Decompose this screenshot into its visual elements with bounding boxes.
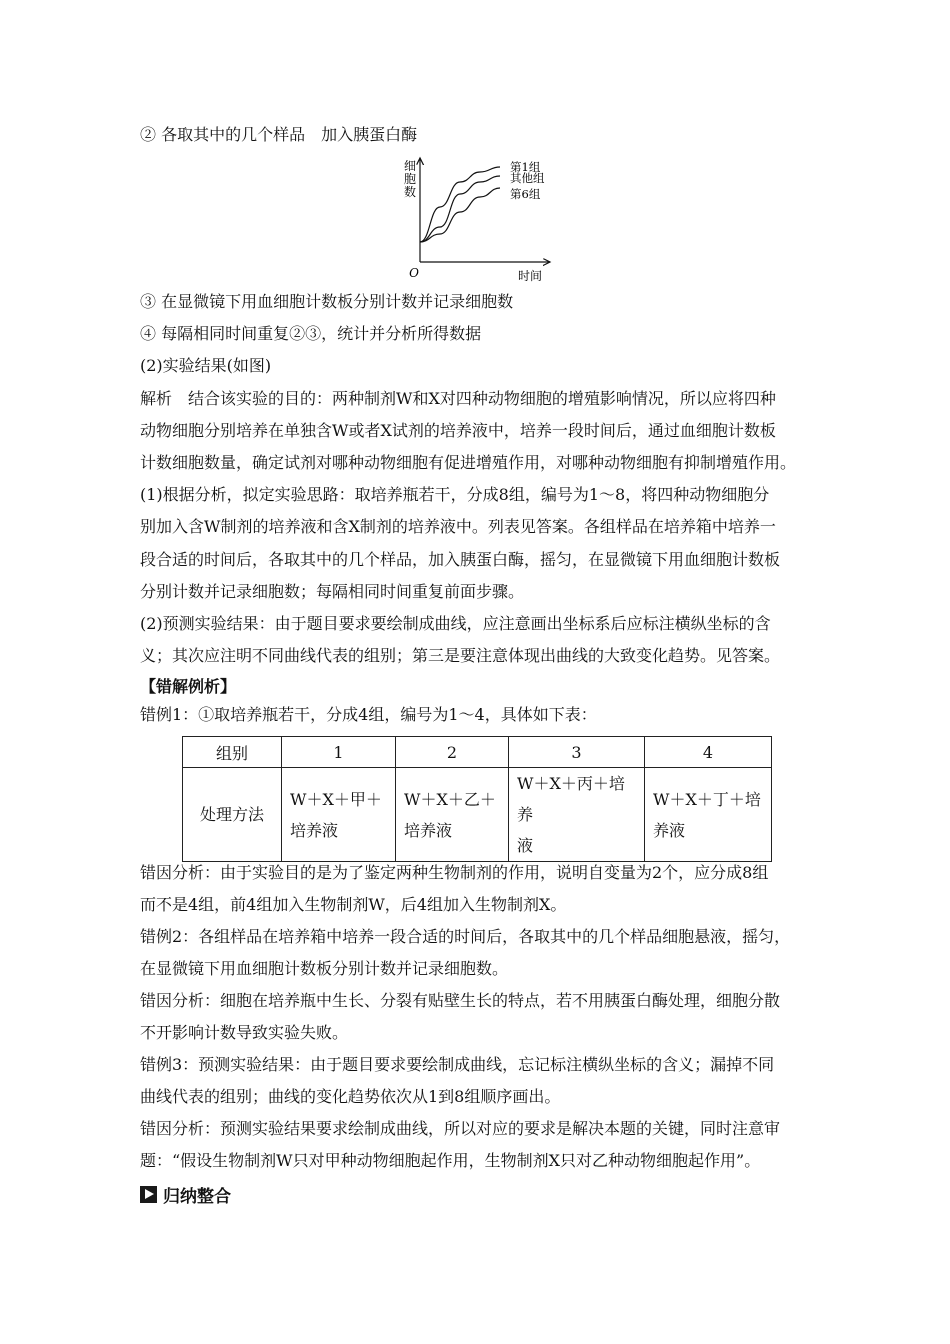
text-line: 而不是4组，前4组加入生物制剂W，后4组加入生物制剂X。: [140, 895, 567, 914]
series-line: [420, 188, 500, 242]
text-line: 在显微镜下用血细胞计数板分别计数并记录细胞数。: [140, 959, 509, 978]
series-line: [420, 176, 500, 242]
text-line: 别加入含W制剂的培养液和含X制剂的培养液中。列表见答案。各组样品在培养箱中培养一: [140, 517, 776, 537]
text-line: (1)根据分析，拟定实验思路：取培养瓶若干，分成8组，编号为1～8，将四种动物细胞分: [140, 485, 770, 505]
table-header-cell: 3: [509, 737, 645, 768]
text-line: 曲线代表的组别；曲线的变化趋势依次从1到8组顺序画出。: [140, 1087, 561, 1106]
table-header-cell: 4: [645, 737, 772, 768]
text-line: 错例2：各组样品在培养箱中培养一段合适的时间后，各取其中的几个样品细胞悬液，摇匀，: [140, 927, 791, 946]
text-line: (2)预测实验结果：由于题目要求要绘制成曲线，应注意画出坐标系后应标注横纵坐标的含: [140, 614, 771, 633]
table-cell: W＋X＋乙＋ 培养液: [396, 768, 509, 862]
x-axis-label: 时间: [517, 269, 543, 283]
text-line: 不开影响计数导致实验失败。: [140, 1023, 349, 1042]
table-cell: W＋X＋丙＋培养 液: [509, 768, 645, 862]
table-header-cell: 2: [396, 737, 509, 768]
section-heading: [140, 1182, 231, 1207]
text-line: 错因分析：由于实验目的是为了鉴定两种生物制剂的作用，说明自变量为2个，应分成8组: [140, 863, 769, 882]
series-label: 第1组: [510, 160, 541, 174]
text-line: (2)实验结果(如图): [140, 356, 272, 376]
table-cell: W＋X＋丁＋培 养液: [645, 768, 772, 862]
origin-label: O: [409, 266, 419, 280]
series-label: 第6组: [510, 187, 541, 201]
text-line: 解析 结合该实验的目的：两种制剂W和X对四种动物细胞的增殖影响情况，所以应将四种: [140, 388, 776, 408]
cell-count-chart: [380, 150, 570, 285]
section-title: 归纳整合: [163, 1187, 231, 1207]
error1-intro: 错例1：①取培养瓶若干，分成4组，编号为1～4，具体如下表：: [140, 705, 597, 724]
y-axis-label: 细胞数: [403, 159, 417, 199]
text-line: 分别计数并记录细胞数；每隔相同时间重复前面步骤。: [140, 581, 525, 601]
text-line: 错因分析：预测实验结果要求绘制成曲线，所以对应的要求是解决本题的关键，同时注意审: [140, 1119, 781, 1138]
heading-error-analysis: 【错解例析】: [140, 677, 237, 696]
series-label: 其他组: [510, 171, 545, 185]
table-row-label: 处理方法: [183, 768, 282, 862]
text-line: 义；其次应注明不同曲线代表的组别；第三是要注意体现出曲线的大致变化趋势。见答案。: [140, 646, 781, 666]
text-line: ④ 每隔相同时间重复②③，统计并分析所得数据: [140, 324, 482, 344]
table-header-cell: 1: [282, 737, 396, 768]
text-line: 段合适的时间后，各取其中的几个样品，加入胰蛋白酶，摇匀，在显微镜下用血细胞计数板: [140, 549, 781, 569]
text-line: 错例3：预测实验结果：由于题目要求要绘制成曲线，忘记标注横纵坐标的含义；漏掉不同: [140, 1055, 775, 1074]
play-icon: [140, 1186, 157, 1203]
table-header-row: [183, 737, 772, 768]
text-line: ③ 在显微镜下用血细胞计数板分别计数并记录细胞数: [140, 292, 514, 311]
text-line: 计数细胞数量，确定试剂对哪种动物细胞有促进增殖作用，对哪种动物细胞有抑制增殖作用。: [140, 453, 797, 472]
text-line: 题：“假设生物制剂W只对甲种动物细胞起作用，生物制剂X只对乙种动物细胞起作用”。: [140, 1151, 761, 1170]
text-line: 动物细胞分别培养在单独含W或者X试剂的培养液中，培养一段时间后，通过血细胞计数板: [140, 420, 776, 440]
text-line: ② 各取其中的几个样品 加入胰蛋白酶: [140, 125, 418, 144]
table-row: [183, 768, 772, 862]
table-header-cell: 组别: [183, 737, 282, 768]
table-cell: W＋X＋甲＋ 培养液: [282, 768, 396, 862]
grouping-table: [182, 736, 772, 862]
text-line: 错因分析：细胞在培养瓶中生长、分裂有贴壁生长的特点，若不用胰蛋白酶处理，细胞分散: [140, 991, 781, 1010]
